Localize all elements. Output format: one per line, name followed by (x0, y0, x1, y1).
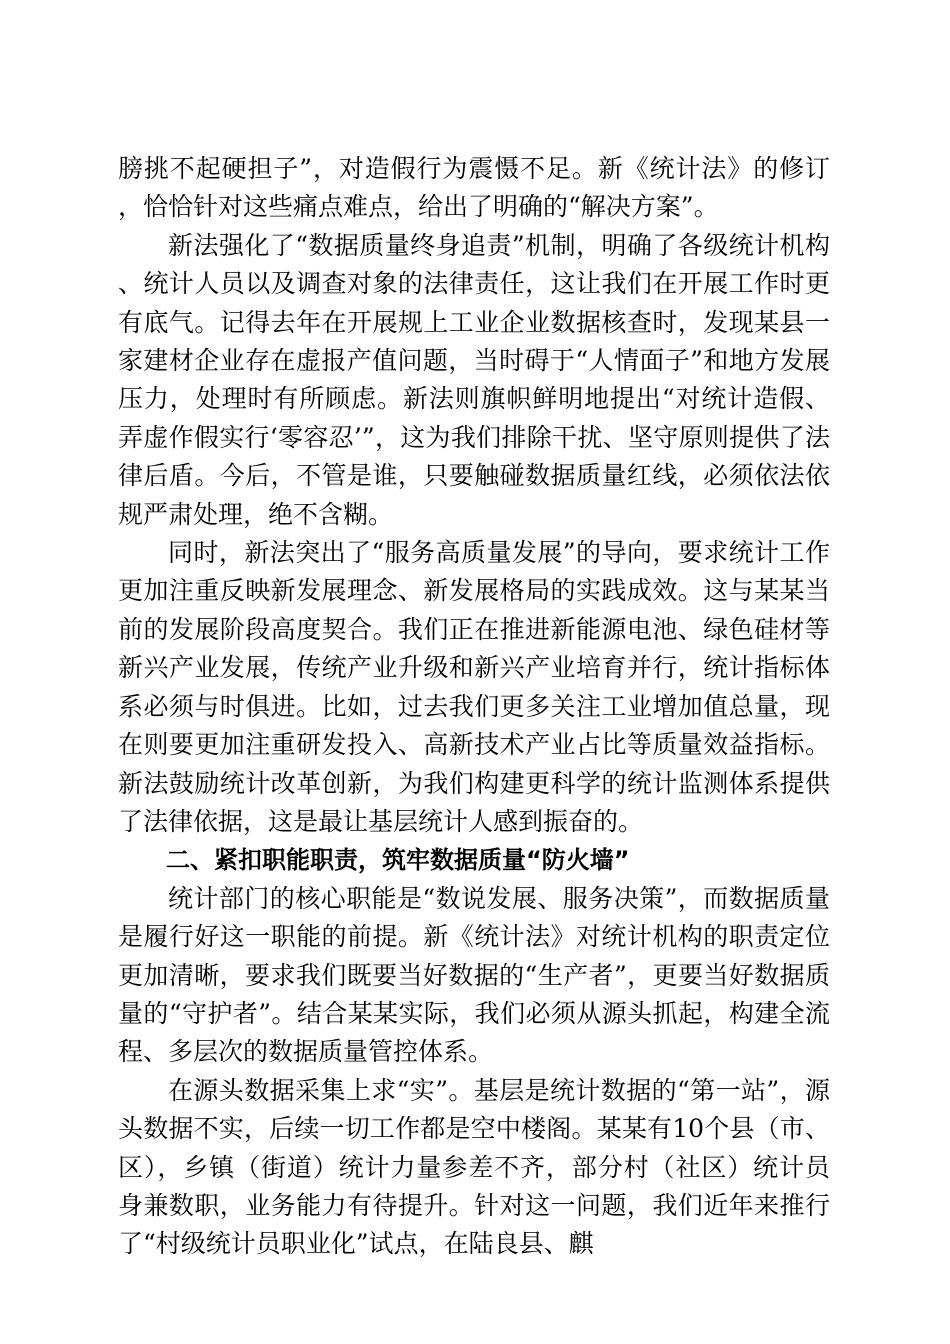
document-body (118, 150, 830, 1264)
paragraph-core-functions: 统计部门的核心职能是“数说发展、服务决策”，而数据质量是履行好这一职能的前提。新《统计法》对统计机构的职责定位更加清晰，要求我们既要当好数据的“生产者”，更要当好数据质量的“守护者”。结合某某实际，我们必须从源头抓起，构建全流程、多层次的数据质量管控体系。 (118, 883, 830, 1067)
paragraph-continuation: 膀挑不起硬担子”，对造假行为震慑不足。新《统计法》的修订，恰恰针对这些痛点难点，给出了明确的“解决方案”。 (118, 154, 830, 222)
paragraph-high-quality-development: 同时，新法突出了“服务高质量发展”的导向，要求统计工作更加注重反映新发展理念、新发展格局的实践成效。这与某某当前的发展阶段高度契合。我们正在推进新能源电池、绿色硅材等新兴产业发展，传统产业升级和新兴产业培育并行，统计指标体系必须与时俱进。比如，过去我们更多关注工业增加值总量，现在则要更加注重研发投入、高新技术产业占比等质量效益指标。新法鼓励统计改革创新，为我们构建更科学的统计监测体系提供了法律依据，这是最让基层统计人感到振奋的。 (118, 538, 830, 836)
paragraph-new-law-accountability: 新法强化了“数据质量终身追责”机制，明确了各级统计机构、统计人员以及调查对象的法律责任，这让我们在开展工作时更有底气。记得去年在开展规上工业企业数据核查时，发现某县一家建材企业存在虚报产值问题，当时碍于“人情面子”和地方发展压力，处理时有所顾虑。新法则旗帜鲜明地提出“对统计造假、弄虚作假实行‘零容忍’”，这为我们排除干扰、坚守原则提供了法律后盾。今后，不管是谁，只要触碰数据质量红线，必须依法依规严肃处理，绝不含糊。 (118, 230, 830, 529)
section-heading: 二、紧扣职能职责，筑牢数据质量“防火墙” (166, 846, 630, 875)
paragraph-source-data: 在源头数据采集上求“实”。基层是统计数据的“第一站”，源头数据不实，后续一切工作都是空中楼阁。某某有10个县（市、区），乡镇（街道）统计力量参差不齐，部分村（社区）统计员身兼数职，业务能力有待提升。针对这一问题，我们近年来推行了“村级统计员职业化”试点，在陆良县、麒 (118, 1075, 830, 1259)
